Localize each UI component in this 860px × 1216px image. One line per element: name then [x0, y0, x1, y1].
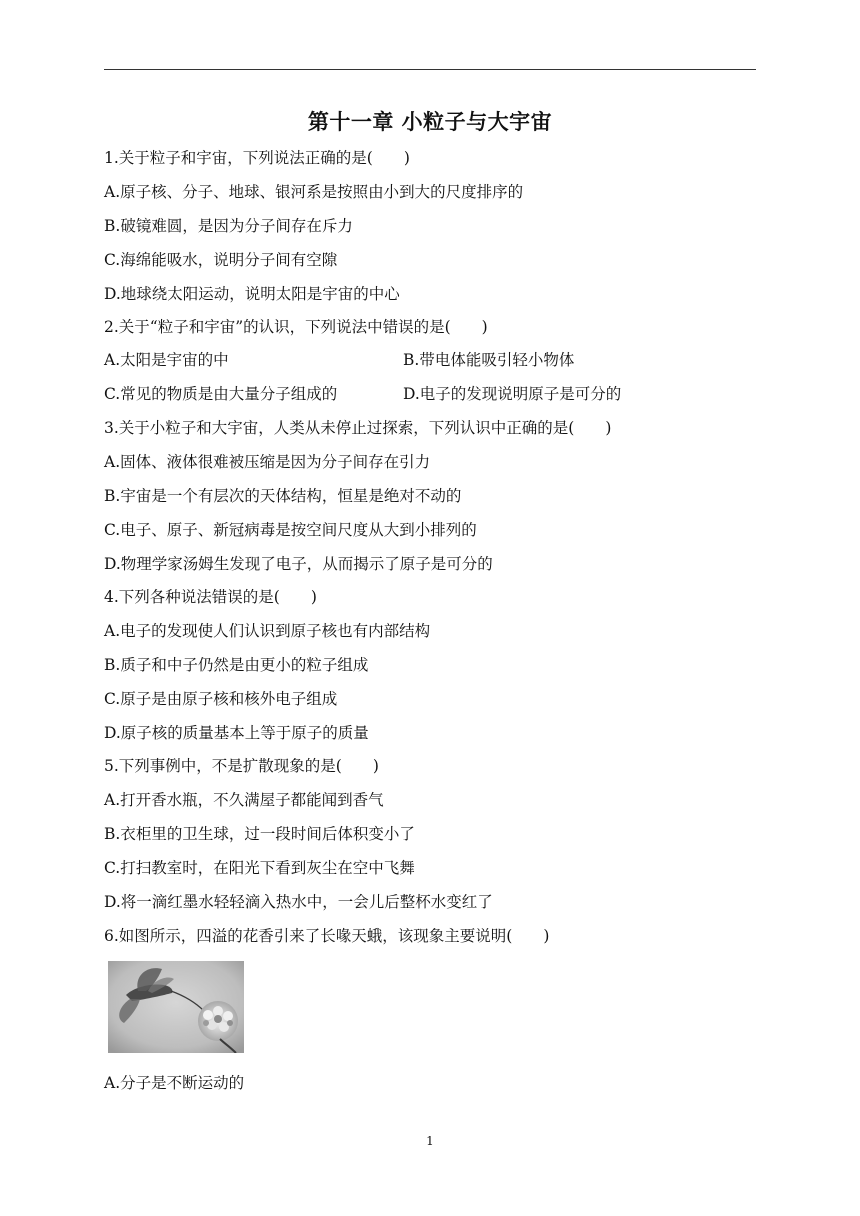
question-4-option-d: D.原子核的质量基本上等于原子的质量: [104, 724, 369, 742]
question-1-option-c: C.海绵能吸水，说明分子间有空隙: [104, 251, 338, 269]
question-3-option-b: B.宇宙是一个有层次的天体结构，恒星是绝对不动的: [104, 487, 462, 505]
page-title: 第十一章 小粒子与大宇宙: [307, 110, 553, 134]
question-5-option-d: D.将一滴红墨水轻轻滴入热水中，一会儿后整杯水变红了: [104, 893, 493, 911]
question-4-option-a: A.电子的发现使人们认识到原子核也有内部结构: [104, 622, 431, 640]
question-1-stem: 1.关于粒子和宇宙，下列说法正确的是( ): [104, 149, 410, 167]
question-2-option-c: C.常见的物质是由大量分子组成的: [104, 385, 338, 403]
question-2-option-a: A.太阳是宇宙的中: [104, 351, 229, 369]
question-3-stem: 3.关于小粒子和大宇宙，人类从未停止过探索，下列认识中正确的是( ): [104, 419, 612, 437]
question-4-option-c: C.原子是由原子核和核外电子组成: [104, 690, 338, 708]
question-4-option-b: B.质子和中子仍然是由更小的粒子组成: [104, 656, 369, 674]
question-5-option-c: C.打扫教室时，在阳光下看到灰尘在空中飞舞: [104, 859, 415, 877]
question-3-option-d: D.物理学家汤姆生发现了电子，从而揭示了原子是可分的: [104, 555, 493, 573]
question-5-stem: 5.下列事例中，不是扩散现象的是( ): [104, 757, 379, 775]
question-3-option-a: A.固体、液体很难被压缩是因为分子间存在引力: [104, 453, 431, 471]
question-1-option-a: A.原子核、分子、地球、银河系是按照由小到大的尺度排序的: [104, 183, 524, 201]
question-6-stem: 6.如图所示，四溢的花香引来了长喙天蛾，该现象主要说明( ): [104, 927, 550, 945]
question-5-option-b: B.衣柜里的卫生球，过一段时间后体积变小了: [104, 825, 415, 843]
header-rule: [104, 69, 756, 70]
question-2-option-b: B.带电体能吸引轻小物体: [403, 351, 575, 369]
question-2-option-d: D.电子的发现说明原子是可分的: [403, 385, 622, 403]
page-number: 1: [426, 1134, 434, 1148]
question-3-option-c: C.电子、原子、新冠病毒是按空间尺度从大到小排列的: [104, 521, 477, 539]
hawkmoth-flower-photo: [108, 961, 244, 1053]
question-6-option-a: A.分子是不断运动的: [104, 1074, 245, 1092]
question-5-option-a: A.打开香水瓶，不久满屋子都能闻到香气: [104, 791, 384, 809]
question-1-option-d: D.地球绕太阳运动，说明太阳是宇宙的中心: [104, 285, 400, 303]
question-4-stem: 4.下列各种说法错误的是( ): [104, 588, 317, 606]
question-2-stem: 2.关于“粒子和宇宙”的认识，下列说法中错误的是( ): [104, 318, 488, 336]
question-1-option-b: B.破镜难圆，是因为分子间存在斥力: [104, 217, 353, 235]
